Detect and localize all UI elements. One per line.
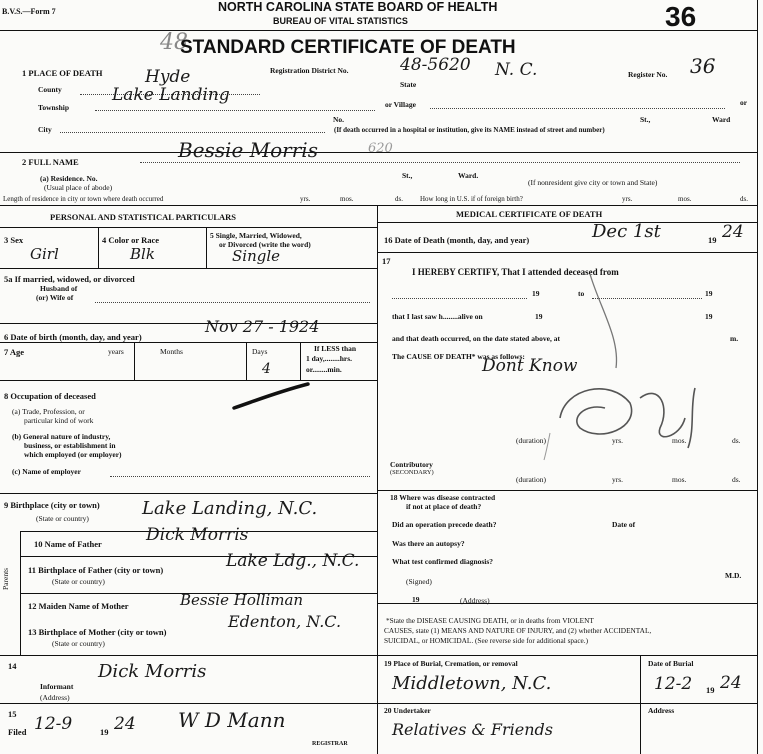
usual-abode-label: (Usual place of abode) bbox=[44, 183, 113, 192]
less-than-3: or........min. bbox=[306, 365, 342, 374]
us-mos: mos. bbox=[678, 195, 692, 203]
city-label: City bbox=[38, 125, 52, 134]
filed-number: 15 bbox=[8, 709, 17, 719]
nonresident-note: (If nonresident give city or town and State) bbox=[528, 178, 658, 187]
disease-label-1: 18 Where was disease contracted bbox=[390, 493, 496, 502]
certify-to: to bbox=[578, 289, 585, 298]
dod-value: Dec 1st bbox=[592, 221, 661, 242]
undertaker-address-label: Address bbox=[648, 706, 675, 715]
certify-line-1: I HEREBY CERTIFY, That I attended deceased from bbox=[412, 267, 619, 277]
certify-19-a: 19 bbox=[532, 289, 540, 298]
reg-district-value: 48-5620 bbox=[400, 55, 471, 75]
duration-yrs-2: yrs. bbox=[612, 475, 624, 484]
dod-label: 16 Date of Death (month, day, and year) bbox=[384, 235, 530, 245]
contributory-label: Contributory bbox=[390, 460, 433, 469]
form-id: B.V.S.—Form 7 bbox=[2, 7, 56, 16]
single-label-2: or Divorced (write the word) bbox=[219, 240, 311, 249]
filed-year-prefix: 19 bbox=[100, 727, 109, 737]
note-line-2: CAUSES, state (1) MEANS AND NATURE OF INJURY, and (2) whether ACCIDENTAL, bbox=[384, 626, 652, 635]
residence-label: (a) Residence. No. bbox=[40, 174, 98, 183]
less-than-2: 1 day,........hrs. bbox=[306, 354, 353, 363]
full-name-label: 2 FULL NAME bbox=[22, 157, 79, 167]
state-label: State bbox=[400, 80, 417, 89]
undertaker-value: Relatives & Friends bbox=[392, 720, 553, 739]
occ-b-2: business, or establishment in bbox=[24, 441, 116, 450]
color-value: Blk bbox=[130, 245, 155, 263]
full-name-extra: 620 bbox=[368, 141, 393, 156]
birthplace-label: 9 Birthplace (city or town) bbox=[4, 500, 100, 510]
days-label: Days bbox=[252, 347, 268, 356]
or-label: or bbox=[740, 98, 748, 107]
filed-label: Filed bbox=[8, 727, 27, 737]
duration-ds-1: ds. bbox=[732, 436, 741, 445]
length-mos: mos. bbox=[340, 195, 354, 203]
county-label: County bbox=[38, 85, 62, 94]
informant-label: Informant bbox=[40, 682, 74, 691]
test-label: What test confirmed diagnosis? bbox=[392, 557, 494, 566]
county-value: Hyde bbox=[145, 67, 191, 87]
occ-b-3: which employed (or employer) bbox=[24, 450, 122, 459]
undertaker-label: 20 Undertaker bbox=[384, 706, 431, 715]
certify-19-c: 19 bbox=[535, 312, 543, 321]
father-bp-value: Lake Ldg., N.C. bbox=[226, 551, 360, 571]
dod-year-prefix: 19 bbox=[708, 235, 717, 245]
father-bp-sub: (State or country) bbox=[52, 577, 105, 586]
operation-label: Did an operation precede death? bbox=[392, 520, 497, 529]
how-long-label: How long in U.S. if of foreign birth? bbox=[420, 195, 523, 203]
state-value: N. C. bbox=[495, 60, 538, 80]
certify-line-2: that I last saw h........alive on bbox=[392, 312, 483, 321]
informant-number: 14 bbox=[8, 661, 17, 671]
duration-yrs-1: yrs. bbox=[612, 436, 624, 445]
duration-label-2: (duration) bbox=[516, 475, 546, 484]
register-value: 36 bbox=[690, 54, 716, 78]
signed-address-label: (Address) bbox=[460, 596, 490, 605]
father-label: 10 Name of Father bbox=[34, 539, 102, 549]
occ-b-1: (b) General nature of industry, bbox=[12, 432, 111, 441]
city-st-label: St., bbox=[640, 115, 651, 124]
township-label: Township bbox=[38, 103, 69, 112]
township-value: Lake Landing bbox=[112, 85, 230, 105]
father-value: Dick Morris bbox=[146, 525, 249, 545]
dod-year: 24 bbox=[722, 222, 744, 242]
secondary-label: (SECONDARY) bbox=[390, 469, 434, 476]
burial-value: Middletown, N.C. bbox=[392, 673, 552, 694]
note-line-1: *State the DISEASE CAUSING DEATH, or in deaths from VIOLENT bbox=[386, 616, 594, 625]
cause-label: The CAUSE OF DEATH* was as follows: bbox=[392, 352, 525, 361]
cert-number: 17 bbox=[382, 256, 391, 266]
mother-bp-value: Edenton, N.C. bbox=[228, 612, 342, 631]
occupation-label: 8 Occupation of deceased bbox=[4, 391, 96, 401]
mother-label: 12 Maiden Name of Mother bbox=[28, 601, 129, 611]
registrar-label: REGISTRAR bbox=[312, 741, 348, 747]
length-residence-label: Length of residence in city or town where death occurred bbox=[3, 195, 164, 203]
autopsy-label: Was there an autopsy? bbox=[392, 539, 465, 548]
sex-label: 3 Sex bbox=[4, 235, 24, 245]
certificate-title: STANDARD CERTIFICATE OF DEATH bbox=[180, 37, 516, 58]
personal-section-title: PERSONAL AND STATISTICAL PARTICULARS bbox=[50, 212, 237, 222]
birthplace-sub: (State or country) bbox=[36, 514, 89, 523]
cause-value: Dont Know bbox=[482, 356, 578, 376]
informant-value: Dick Morris bbox=[98, 661, 207, 682]
certify-line-3: and that death occurred, on the date stated above, at bbox=[392, 334, 560, 343]
duration-mos-2: mos. bbox=[672, 475, 687, 484]
burial-date-value: 12-2 bbox=[654, 674, 693, 694]
certify-19-d: 19 bbox=[705, 312, 713, 321]
board-name: NORTH CAROLINA STATE BOARD OF HEALTH bbox=[218, 0, 498, 14]
signed-label: (Signed) bbox=[406, 577, 432, 586]
disease-label-2: if not at place of death? bbox=[406, 502, 482, 511]
informant-address-label: (Address) bbox=[40, 693, 70, 702]
md-label: M.D. bbox=[725, 571, 742, 580]
single-value: Single bbox=[232, 247, 281, 265]
age-label: 7 Age bbox=[4, 347, 25, 357]
dob-value: Nov 27 - 1924 bbox=[205, 317, 320, 336]
occ-a-1: (a) Trade, Profession, or bbox=[12, 407, 85, 416]
certify-19-b: 19 bbox=[705, 289, 713, 298]
date-of-label: Date of bbox=[612, 520, 636, 529]
dob-label: 6 Date of birth (month, day, and year) bbox=[4, 332, 142, 342]
father-bp-label: 11 Birthplace of Father (city or town) bbox=[28, 565, 164, 575]
parents-label: Parents bbox=[1, 567, 10, 590]
title-note: 48 bbox=[160, 30, 188, 55]
city-ward-label: Ward bbox=[712, 115, 731, 124]
married-label-3: (or) Wife of bbox=[36, 293, 74, 302]
note-line-3: SUICIDAL, or HOMICIDAL. (See reverse side for additional space.) bbox=[384, 636, 589, 645]
register-label: Register No. bbox=[628, 70, 668, 79]
bureau-name: BUREAU OF VITAL STATISTICS bbox=[273, 16, 408, 26]
birthplace-value: Lake Landing, N.C. bbox=[142, 498, 318, 519]
occupation-dash-mark bbox=[232, 382, 312, 412]
occ-a-2: particular kind of work bbox=[24, 416, 94, 425]
city-no-label: No. bbox=[333, 115, 345, 124]
duration-ds-2: ds. bbox=[732, 475, 741, 484]
medical-section-title: MEDICAL CERTIFICATE OF DEATH bbox=[456, 209, 603, 219]
less-than-1: If LESS than bbox=[314, 344, 357, 353]
duration-label-1: (duration) bbox=[516, 436, 546, 445]
filed-year: 24 bbox=[114, 714, 136, 734]
years-label: years bbox=[108, 347, 124, 356]
us-yrs: yrs. bbox=[622, 195, 633, 203]
single-label-1: 5 Single, Married, Widowed, bbox=[210, 231, 302, 240]
reg-district-label: Registration District No. bbox=[270, 66, 349, 75]
burial-label: 19 Place of Burial, Cremation, or removal bbox=[384, 659, 518, 668]
mother-bp-sub: (State or country) bbox=[52, 639, 105, 648]
length-ds: ds. bbox=[395, 195, 403, 203]
signed-19: 19 bbox=[412, 595, 420, 604]
hospital-note: (If death occurred in a hospital or institution, give its NAME instead of street and number) bbox=[334, 126, 605, 134]
filed-date: 12-9 bbox=[34, 714, 73, 734]
burial-year: 24 bbox=[720, 673, 742, 693]
married-label-2: Husband of bbox=[40, 284, 78, 293]
duration-mos-1: mos. bbox=[672, 436, 687, 445]
residence-st-label: St., bbox=[402, 171, 413, 180]
residence-ward-label: Ward. bbox=[458, 171, 479, 180]
village-label: or Village bbox=[385, 100, 416, 109]
months-label: Months bbox=[160, 347, 183, 356]
length-yrs: yrs. bbox=[300, 195, 311, 203]
full-name-value: Bessie Morris bbox=[178, 138, 318, 162]
mother-value: Bessie Holliman bbox=[180, 591, 304, 609]
color-label: 4 Color or Race bbox=[102, 235, 160, 245]
burial-date-label: Date of Burial bbox=[648, 659, 694, 668]
certify-m: m. bbox=[730, 334, 739, 343]
sex-value: Girl bbox=[30, 245, 59, 263]
burial-year-prefix: 19 bbox=[706, 685, 715, 695]
days-value: 4 bbox=[262, 361, 271, 377]
registrar-signature: W D Mann bbox=[178, 708, 286, 732]
page-number: 36 bbox=[665, 1, 697, 32]
mother-bp-label: 13 Birthplace of Mother (city or town) bbox=[28, 627, 167, 637]
us-ds: ds. bbox=[740, 195, 748, 203]
place-of-death-label: 1 PLACE OF DEATH bbox=[22, 68, 103, 78]
occ-c: (c) Name of employer bbox=[12, 467, 81, 476]
married-label-1: 5a If married, widowed, or divorced bbox=[4, 274, 135, 284]
